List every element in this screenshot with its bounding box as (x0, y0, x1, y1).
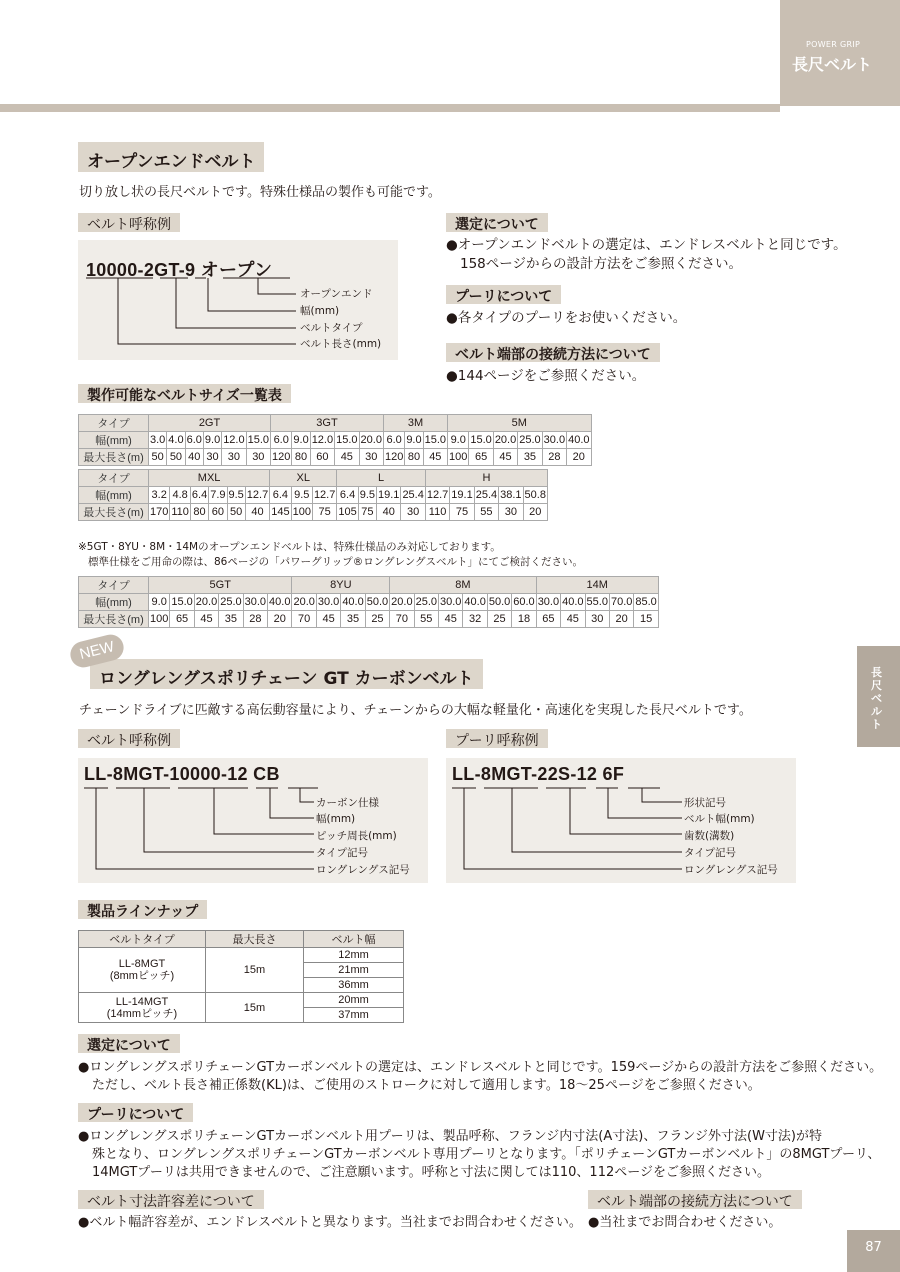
width-cell: 40.0 (567, 432, 591, 449)
tolerance-heading: ベルト寸法許容差について (78, 1190, 264, 1209)
width-cell: 25.0 (414, 594, 438, 611)
type-group-cell: XL (270, 470, 337, 487)
carbon-joint-heading: ベルト端部の接続方法について (588, 1190, 802, 1209)
type-row (79, 577, 659, 594)
new-badge: NEW (68, 632, 127, 670)
length-cell: 75 (358, 504, 376, 521)
length-cell: 30 (246, 449, 270, 466)
length-cell: 30 (401, 504, 425, 521)
width-cell: 4.0 (167, 432, 185, 449)
row-label-length: 最大長さ(m) (79, 449, 149, 466)
lineup-header-type: ベルトタイプ (79, 931, 206, 948)
open-end-title: オープンエンドベルト (78, 142, 264, 172)
length-cell: 100 (149, 611, 170, 628)
joint-text: ●144ページをご参照ください。 (446, 368, 646, 384)
size-table-1-wrap (78, 414, 592, 466)
length-cell: 55 (414, 611, 438, 628)
width-cell: 20.0 (292, 594, 316, 611)
carbon-pulley-heading: プーリについて (78, 1103, 193, 1122)
length-cell: 15 (634, 611, 658, 628)
carbon-intro: チェーンドライブに匹敵する高伝動容量により、チェーンからの大幅な軽量化・高速化を実現した長尺ベルトです。 (79, 703, 752, 718)
length-cell: 80 (292, 449, 310, 466)
length-cell: 45 (194, 611, 218, 628)
width-row (79, 487, 548, 504)
carbon-belt-label-5: ロングレングス記号 (316, 864, 410, 876)
length-row (79, 449, 592, 466)
width-cell: 55.0 (585, 594, 609, 611)
width-cell: 7.9 (209, 487, 227, 504)
width-cell: 12.7 (312, 487, 336, 504)
width-cell: 12.7 (425, 487, 449, 504)
selection-text-1: ●オープンエンドベルトの選定は、エンドレスベルトと同じです。 (446, 237, 847, 253)
carbon-belt-example-panel (78, 758, 428, 883)
length-cell: 28 (542, 449, 566, 466)
carbon-pulley-1: ●ロングレングスポリチェーンGTカーボンベルト用プーリは、製品呼称、フランジ内寸法(A寸法)、フランジ外寸法(W寸法)が特 (78, 1129, 823, 1144)
carbon-pulley-2: 殊となり、ロングレングスポリチェーンGTカーボンベルト専用プーリとなります。「ポリチェーンGTカーボンベルト」の8MGTプーリ、 (92, 1147, 881, 1162)
length-cell: 70 (390, 611, 414, 628)
row-label-type: タイプ (79, 415, 149, 432)
length-row (79, 504, 548, 521)
length-cell: 70 (292, 611, 316, 628)
type-group-cell: H (425, 470, 547, 487)
size-table-3 (78, 576, 659, 628)
side-tab-label: 長尺ベルト (871, 666, 882, 731)
lineup-header-width: ベルト幅 (304, 931, 404, 948)
carbon-selection-1: ●ロングレングスポリチェーンGTカーボンベルトの選定は、エンドレスベルトと同じです。159ページからの設計方法をご参照ください。 (78, 1060, 883, 1075)
type-group-cell: 2GT (149, 415, 271, 432)
length-cell: 35 (518, 449, 542, 466)
width-cell: 20.0 (390, 594, 414, 611)
lineup-width: 36mm (304, 978, 404, 993)
type-group-cell: 3GT (271, 415, 384, 432)
length-cell: 45 (493, 449, 517, 466)
length-cell: 110 (425, 504, 449, 521)
length-cell: 30 (499, 504, 523, 521)
width-cell: 30.0 (542, 432, 566, 449)
side-tab[interactable] (857, 646, 900, 747)
lineup-width: 12mm (304, 948, 404, 963)
width-row (79, 432, 592, 449)
length-cell: 45 (561, 611, 585, 628)
pulley-label-2: ベルト幅(mm) (684, 813, 755, 825)
width-cell: 9.5 (227, 487, 245, 504)
length-cell: 120 (383, 449, 404, 466)
row-label-length: 最大長さ(m) (79, 611, 149, 628)
width-cell: 15.0 (246, 432, 270, 449)
width-cell: 25.4 (474, 487, 498, 504)
corner-subtitle: POWER GRIP (806, 40, 861, 49)
length-cell: 80 (405, 449, 423, 466)
length-cell: 45 (335, 449, 359, 466)
width-cell: 30.0 (316, 594, 340, 611)
width-cell: 6.4 (190, 487, 208, 504)
lineup-row-2-type (79, 993, 206, 1023)
width-cell: 15.0 (423, 432, 447, 449)
width-cell: 50.0 (487, 594, 511, 611)
width-cell: 12.7 (245, 487, 269, 504)
length-cell: 35 (341, 611, 365, 628)
lineup-row-1-length: 15m (206, 948, 304, 993)
pulley-label-1: 形状記号 (684, 797, 726, 809)
width-cell: 6.0 (271, 432, 292, 449)
lineup-type-name: LL-14MGT (115, 995, 169, 1008)
row-label-width: 幅(mm) (79, 594, 149, 611)
width-cell: 20.0 (493, 432, 517, 449)
carbon-belt-label-3: ピッチ周長(mm) (316, 830, 397, 842)
width-cell: 25.4 (401, 487, 425, 504)
width-cell: 12.0 (222, 432, 246, 449)
type-row (79, 415, 592, 432)
length-cell: 65 (170, 611, 194, 628)
width-cell: 15.0 (469, 432, 493, 449)
width-cell: 19.1 (377, 487, 401, 504)
note-1: ※5GT・8YU・8M・14Mのオープンエンドベルトは、特殊仕様品のみ対応しております。 (78, 541, 501, 553)
width-cell: 30.0 (439, 594, 463, 611)
open-end-label-4: ベルト長さ(mm) (300, 338, 382, 350)
size-table-2-wrap (78, 469, 548, 521)
width-cell: 9.0 (405, 432, 423, 449)
open-end-label-2: 幅(mm) (300, 305, 340, 317)
type-group-cell: 5GT (149, 577, 292, 594)
width-cell: 25.0 (219, 594, 243, 611)
length-cell: 100 (448, 449, 469, 466)
width-cell: 60.0 (512, 594, 536, 611)
length-cell: 25 (365, 611, 389, 628)
length-cell: 45 (423, 449, 447, 466)
type-group-cell: L (337, 470, 426, 487)
size-table-3-wrap (78, 576, 659, 628)
width-cell: 38.1 (499, 487, 523, 504)
open-end-code: 10000-2GT-9 オープン (86, 260, 273, 280)
pulley-label-4: タイプ記号 (684, 847, 736, 859)
length-cell: 120 (271, 449, 292, 466)
length-cell: 50 (167, 449, 185, 466)
width-cell: 6.4 (270, 487, 291, 504)
pulley-label-5: ロングレングス記号 (684, 864, 778, 876)
type-group-cell: MXL (149, 470, 270, 487)
length-cell: 40 (377, 504, 401, 521)
carbon-belt-label-4: タイプ記号 (316, 847, 368, 859)
lineup-header-length: 最大長さ (206, 931, 304, 948)
row-label-length: 最大長さ(m) (79, 504, 149, 521)
length-cell: 30 (359, 449, 383, 466)
carbon-belt-label-1: カーボン仕様 (316, 797, 379, 809)
carbon-pulley-3: 14MGTプーリは共用できませんので、ご注意願います。呼称と寸法に関しては110、112ページをご参照ください。 (92, 1165, 770, 1180)
length-cell: 45 (439, 611, 463, 628)
length-cell: 50 (227, 504, 245, 521)
length-cell: 25 (487, 611, 511, 628)
open-end-example-heading: ベルト呼称例 (78, 213, 180, 232)
lineup-heading: 製品ラインナップ (78, 900, 207, 919)
width-cell: 15.0 (170, 594, 194, 611)
width-cell: 20.0 (194, 594, 218, 611)
width-cell: 50.0 (365, 594, 389, 611)
length-cell: 170 (149, 504, 170, 521)
width-cell: 9.0 (203, 432, 221, 449)
row-label-type: タイプ (79, 577, 149, 594)
length-cell: 20 (567, 449, 591, 466)
carbon-belt-code: LL-8MGT-10000-12 CB (84, 764, 280, 784)
length-cell: 100 (291, 504, 312, 521)
width-cell: 15.0 (335, 432, 359, 449)
pulley-label-3: 歯数(溝数) (684, 830, 735, 842)
width-cell: 25.0 (518, 432, 542, 449)
row-label-width: 幅(mm) (79, 432, 149, 449)
pulley-example-heading: プーリ呼称例 (446, 729, 548, 748)
corner-title: 長尺ベルト (792, 55, 873, 74)
width-cell: 12.0 (310, 432, 334, 449)
row-label-width: 幅(mm) (79, 487, 149, 504)
carbon-belt-example-heading: ベルト呼称例 (78, 729, 180, 748)
length-cell: 30 (222, 449, 246, 466)
size-table-1 (78, 414, 592, 466)
pulley-code: LL-8MGT-22S-12 6F (452, 764, 625, 784)
width-cell: 9.5 (358, 487, 376, 504)
length-cell: 20 (523, 504, 547, 521)
selection-heading: 選定について (446, 213, 548, 232)
carbon-joint-text: ●当社までお問合わせください。 (588, 1215, 782, 1230)
width-cell: 30.0 (536, 594, 560, 611)
lineup-width: 21mm (304, 963, 404, 978)
open-end-label-1: オープンエンド (300, 288, 373, 300)
width-cell: 6.0 (185, 432, 203, 449)
carbon-selection-heading: 選定について (78, 1034, 180, 1053)
type-group-cell: 8M (390, 577, 537, 594)
width-cell: 20.0 (359, 432, 383, 449)
length-cell: 75 (450, 504, 474, 521)
width-cell: 85.0 (634, 594, 658, 611)
length-cell: 110 (170, 504, 191, 521)
length-cell: 45 (316, 611, 340, 628)
length-cell: 40 (185, 449, 203, 466)
lineup-width: 20mm (304, 993, 404, 1008)
pulley-example-panel (446, 758, 796, 883)
type-group-cell: 14M (536, 577, 658, 594)
length-cell: 80 (190, 504, 208, 521)
length-cell: 145 (270, 504, 291, 521)
lineup-type-name: LL-8MGT (118, 958, 166, 970)
width-cell: 70.0 (609, 594, 633, 611)
length-cell: 65 (536, 611, 560, 628)
length-row (79, 611, 659, 628)
length-cell: 75 (312, 504, 336, 521)
length-cell: 65 (469, 449, 493, 466)
type-group-cell: 8YU (292, 577, 390, 594)
row-label-type: タイプ (79, 470, 149, 487)
width-cell: 6.0 (383, 432, 404, 449)
width-cell: 9.0 (448, 432, 469, 449)
width-cell: 40.0 (463, 594, 487, 611)
pulley-text: ●各タイプのプーリをお使いください。 (446, 310, 687, 326)
length-cell: 30 (203, 449, 221, 466)
length-cell: 60 (209, 504, 227, 521)
lineup-table-wrap (78, 930, 404, 1023)
type-group-cell: 5M (448, 415, 591, 432)
length-cell: 20 (609, 611, 633, 628)
carbon-title: ロングレングスポリチェーン GT カーボンベルト (90, 659, 483, 689)
length-cell: 50 (149, 449, 167, 466)
open-end-label-3: ベルトタイプ (300, 322, 363, 334)
lineup-type-pitch: (14mmピッチ) (106, 1007, 178, 1020)
width-cell: 9.0 (149, 594, 170, 611)
width-cell: 6.4 (337, 487, 358, 504)
width-row (79, 594, 659, 611)
length-cell: 105 (337, 504, 358, 521)
page-number: 87 (847, 1230, 900, 1272)
tolerance-text: ●ベルト幅許容差が、エンドレスベルトと異なります。当社までお問合わせください。 (78, 1215, 582, 1230)
width-cell: 4.8 (170, 487, 191, 504)
width-cell: 50.8 (523, 487, 547, 504)
width-cell: 3.2 (149, 487, 170, 504)
width-cell: 30.0 (243, 594, 267, 611)
length-cell: 28 (243, 611, 267, 628)
width-cell: 40.0 (341, 594, 365, 611)
width-cell: 19.1 (450, 487, 474, 504)
length-cell: 32 (463, 611, 487, 628)
carbon-selection-2: ただし、ベルト長さ補正係数(KL)は、ご使用のストロークに対して適用します。18〜25ページをご参照ください。 (92, 1078, 761, 1093)
sizes-heading: 製作可能なベルトサイズ一覧表 (78, 384, 291, 403)
width-cell: 9.0 (292, 432, 310, 449)
lineup-row-1-type (79, 948, 206, 993)
lineup-width: 37mm (304, 1008, 404, 1023)
length-cell: 40 (245, 504, 269, 521)
lineup-row-2-length: 15m (206, 993, 304, 1023)
lineup-table (78, 930, 404, 1023)
width-cell: 3.0 (149, 432, 167, 449)
width-cell: 40.0 (268, 594, 292, 611)
length-cell: 35 (219, 611, 243, 628)
size-table-2 (78, 469, 548, 521)
length-cell: 18 (512, 611, 536, 628)
width-cell: 9.5 (291, 487, 312, 504)
length-cell: 30 (585, 611, 609, 628)
length-cell: 55 (474, 504, 498, 521)
header-rule (0, 104, 780, 112)
note-2: 標準仕様をご用命の際は、86ページの「パワーグリップ®ロングレングスベルト」にてご検討ください。 (88, 556, 583, 568)
lineup-type-pitch: (8mmピッチ) (109, 970, 175, 982)
open-end-intro: 切り放し状の長尺ベルトです。特殊仕様品の製作も可能です。 (79, 185, 441, 200)
open-end-example-panel (78, 240, 398, 360)
corner-label (780, 0, 900, 106)
selection-text-2: 158ページからの設計方法をご参照ください。 (460, 256, 742, 272)
length-cell: 20 (268, 611, 292, 628)
joint-heading: ベルト端部の接続方法について (446, 343, 660, 362)
pulley-heading: プーリについて (446, 285, 561, 304)
type-group-cell: 3M (383, 415, 447, 432)
type-row (79, 470, 548, 487)
carbon-belt-label-2: 幅(mm) (316, 813, 356, 825)
width-cell: 40.0 (561, 594, 585, 611)
length-cell: 60 (310, 449, 334, 466)
